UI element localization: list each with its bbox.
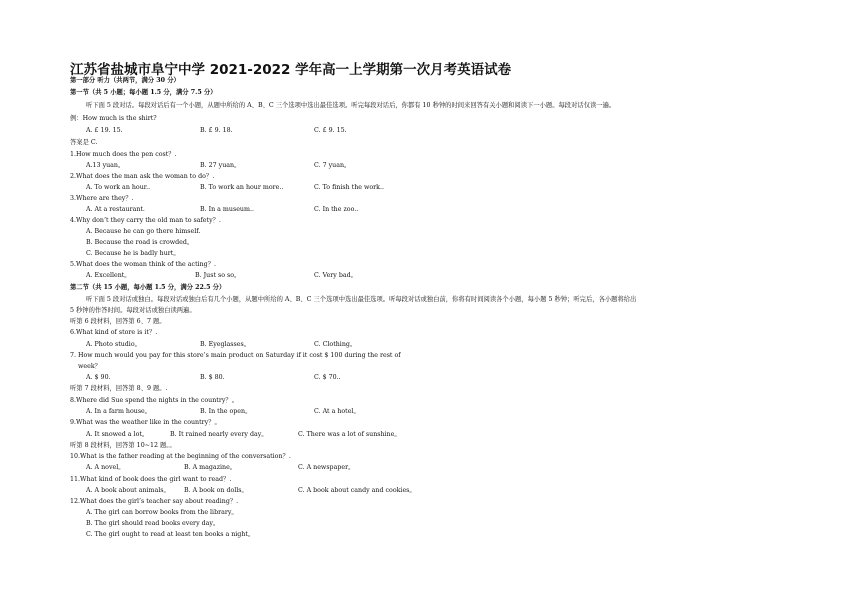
q11-option-c: C. A book about candy and cookies。 bbox=[298, 487, 416, 494]
q7-option-c: C. $ 70.. bbox=[314, 374, 341, 381]
section2-instructions-1: 听下面 5 段对话或独白。每段对话或独白后有几个小题，从题中所给的 A、B、C 三个选项中选出最佳选项。听每段对话或独白前，你将有时间阅读各个小题，每小题 5 秒钟；听完后，各小题将给出 bbox=[86, 296, 637, 303]
q10-option-a: A. A novel。 bbox=[86, 464, 125, 471]
example-question: 例：How much is the shirt? bbox=[70, 115, 157, 122]
q8-option-a: A. In a farm house。 bbox=[86, 408, 152, 415]
q9-option-c: C. There was a lot of sunshine。 bbox=[298, 431, 401, 438]
question-2: 2.What does the man ask the woman to do？. bbox=[70, 173, 215, 180]
q11-option-b: B. A book on dolls。 bbox=[184, 487, 248, 494]
question-7-line2: week？ bbox=[78, 363, 101, 370]
question-4: 4.Why don’t they carry the old man to safety？. bbox=[70, 217, 221, 224]
material-8-note: 听第 8 段材料，回答第 10~12 题。。 bbox=[70, 442, 176, 449]
q4-option-a: A. Because he can go there himself. bbox=[86, 228, 201, 235]
q3-option-c: C. In the zoo.. bbox=[314, 206, 359, 213]
question-1: 1.How much does the pen cost？. bbox=[70, 151, 177, 158]
example-answer: 答案是 C. bbox=[70, 139, 98, 146]
q12-option-b: B. The girl should read books every day。 bbox=[86, 520, 220, 527]
q5-option-b: B. Just so so。 bbox=[195, 272, 241, 279]
section2-instructions-2: 5 秒钟的作答时间。每段对话或独白读两遍。 bbox=[70, 307, 196, 314]
q1-option-b: B. 27 yuan。 bbox=[200, 162, 241, 169]
q11-option-a: A. A book about animals。 bbox=[86, 487, 170, 494]
part1-heading: 第一部分 听力（共两节，满分 30 分） bbox=[70, 77, 180, 84]
material-6-note: 听第 6 段材料，回答第 6、7 题。 bbox=[70, 318, 166, 325]
q10-option-b: B. A magazine。 bbox=[184, 464, 237, 471]
q2-option-b: B. To work an hour more.. bbox=[200, 184, 284, 191]
question-6: 6.What kind of store is it？. bbox=[70, 329, 158, 336]
question-9: 9.What was the weather like in the country？。 bbox=[70, 419, 221, 426]
section2-heading: 第二节（共 15 小题，每小题 1.5 分，满分 22.5 分） bbox=[70, 284, 226, 291]
q6-option-c: C. Clothing。 bbox=[314, 341, 357, 348]
section1-heading: 第一节（共 5 小题；每小题 1.5 分，满分 7.5 分） bbox=[70, 89, 217, 96]
q1-option-a: A.13 yuan。 bbox=[86, 162, 125, 169]
q12-option-c: C. The girl ought to read at least ten books a night。 bbox=[86, 531, 255, 538]
q7-option-a: A. $ 90. bbox=[86, 374, 111, 381]
question-3: 3.Where are they？. bbox=[70, 195, 134, 202]
example-option-c: C. £ 9. 15. bbox=[314, 127, 347, 134]
q9-option-a: A. It snowed a lot。 bbox=[86, 431, 149, 438]
q6-option-b: B. Eyeglasses。 bbox=[200, 341, 251, 348]
question-11: 11.What kind of book does the girl want to read？. bbox=[70, 476, 232, 483]
section1-instructions: 听下面 5 段对话。每段对话后有一个小题，从题中所给的 A、B、C 三个选项中选出最佳选项。听完每段对话后，你都有 10 秒钟的时间来回答有关小题和阅读下一小题。每段对话仅读一遍。 bbox=[86, 102, 616, 109]
q1-option-c: C. 7 yuan。 bbox=[314, 162, 351, 169]
q3-option-a: A. At a restaurant. bbox=[86, 206, 145, 213]
q2-option-c: C. To finish the work.. bbox=[314, 184, 384, 191]
q4-option-c: C. Because he is badly hurt。 bbox=[86, 250, 180, 257]
example-option-a: A. £ 19. 15. bbox=[86, 127, 123, 134]
q4-option-b: B. Because the road is crowded。 bbox=[86, 239, 194, 246]
question-5: 5.What does the woman think of the acting？. bbox=[70, 261, 216, 268]
material-7-note: 听第 7 段材料，回答第 8、9 题。. bbox=[70, 385, 168, 392]
q8-option-b: B. In the open。 bbox=[200, 408, 252, 415]
question-12: 12.What does the girl’s teacher say about reading？. bbox=[70, 498, 239, 505]
q10-option-c: C. A newspaper。 bbox=[298, 464, 355, 471]
q5-option-a: A. Excellent。 bbox=[86, 272, 131, 279]
q9-option-b: B. It rained nearly every day。 bbox=[170, 431, 268, 438]
q5-option-c: C. Very bad。 bbox=[314, 272, 357, 279]
question-7-line1: 7. How much would you pay for this store’s main product on Saturday if it cost $ 100 during the rest of bbox=[70, 352, 401, 359]
q3-option-b: B. In a museum.. bbox=[200, 206, 254, 213]
question-10: 10.What is the father reading at the beginning of the conversation？. bbox=[70, 453, 291, 460]
q2-option-a: A. To work an hour.. bbox=[86, 184, 151, 191]
q8-option-c: C. At a hotel。 bbox=[314, 408, 360, 415]
question-8: 8.Where did Sue spend the nights in the country？。 bbox=[70, 397, 238, 404]
q12-option-a: A. The girl can borrow books from the library。 bbox=[86, 509, 238, 516]
page-title: 江苏省盐城市阜宁中学 2021-2022 学年高一上学期第一次月考英语试卷 bbox=[70, 62, 512, 78]
q7-option-b: B. $ 80. bbox=[200, 374, 225, 381]
q6-option-a: A. Photo studio。 bbox=[86, 341, 141, 348]
example-option-b: B. £ 9. 18. bbox=[200, 127, 233, 134]
